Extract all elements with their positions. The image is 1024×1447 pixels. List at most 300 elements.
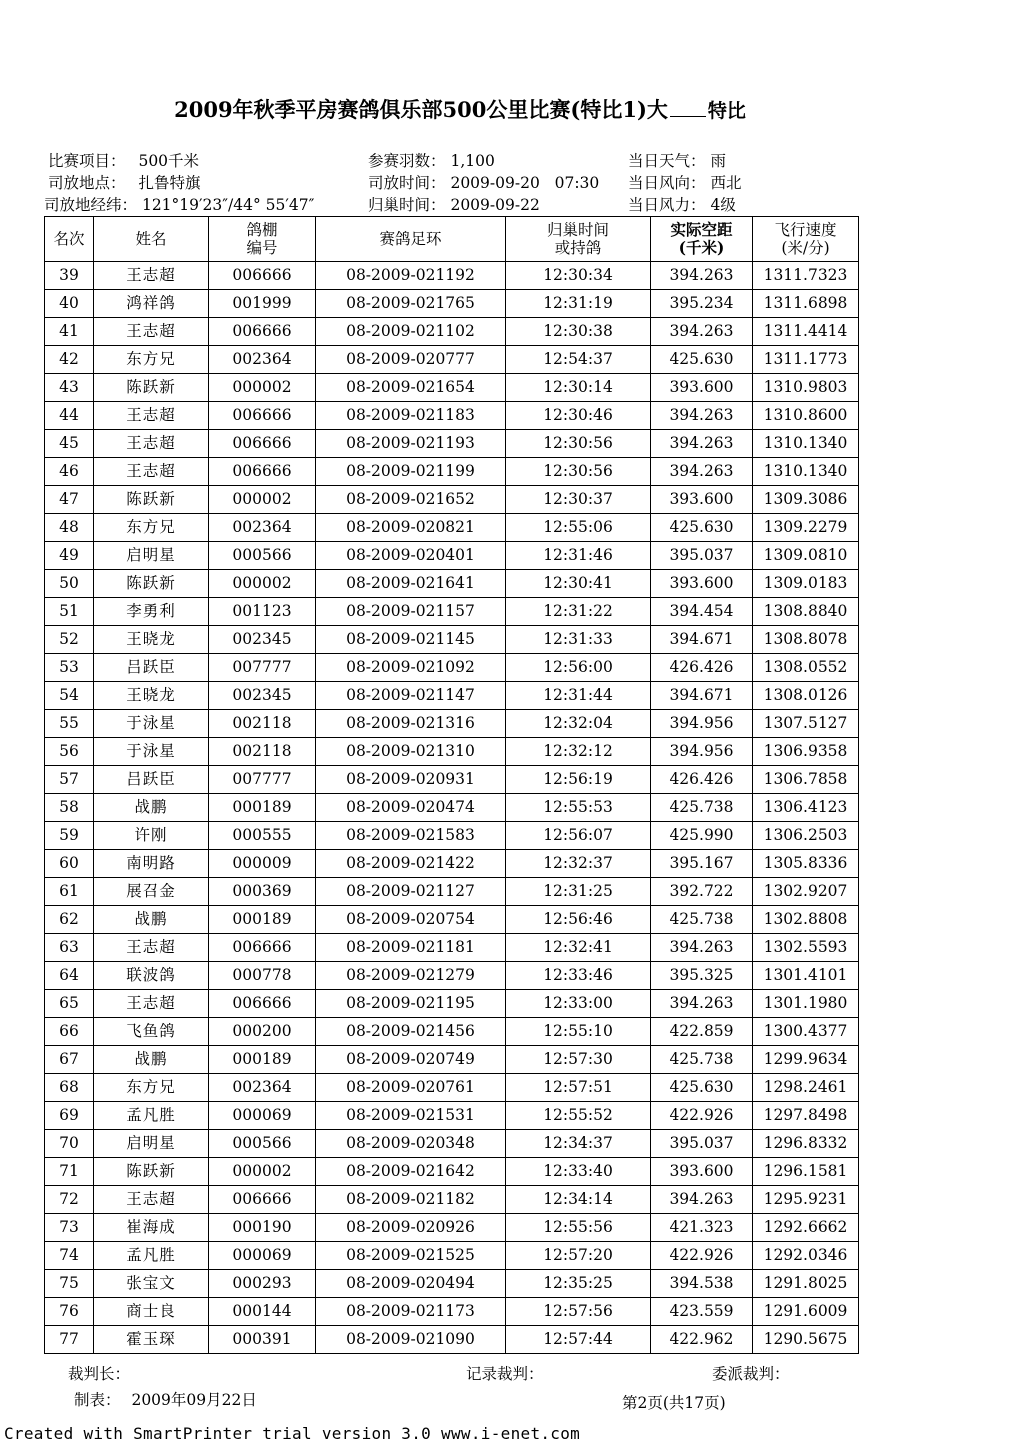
table-row [45, 346, 859, 374]
table-header-row [45, 217, 859, 262]
cell-loft: 000369 [209, 878, 316, 906]
cell-rank: 39 [45, 262, 94, 290]
cell-ring: 08-2009-021195 [316, 990, 506, 1018]
table-row [45, 738, 859, 766]
table-row [45, 794, 859, 822]
cell-ring: 08-2009-020821 [316, 514, 506, 542]
made-by-date: 2009年09月22日 [131, 1391, 257, 1409]
cell-speed: 1311.1773 [753, 346, 859, 374]
cell-name: 东方兄 [94, 346, 209, 374]
delegate-label: 委派裁判： [712, 1365, 790, 1383]
cell-speed: 1307.5127 [753, 710, 859, 738]
cell-rank: 55 [45, 710, 94, 738]
cell-ring: 08-2009-021199 [316, 458, 506, 486]
cell-ring: 08-2009-020931 [316, 766, 506, 794]
cell-time: 12:31:19 [506, 290, 651, 318]
cell-speed: 1296.1581 [753, 1158, 859, 1186]
cell-ring: 08-2009-021145 [316, 626, 506, 654]
cell-distance: 425.738 [651, 794, 753, 822]
cell-distance: 395.234 [651, 290, 753, 318]
cell-ring: 08-2009-021102 [316, 318, 506, 346]
cell-distance: 393.600 [651, 374, 753, 402]
cell-rank: 46 [45, 458, 94, 486]
cell-name: 联波鸽 [94, 962, 209, 990]
cell-name: 南明路 [94, 850, 209, 878]
cell-distance: 395.037 [651, 542, 753, 570]
cell-speed: 1298.2461 [753, 1074, 859, 1102]
cell-speed: 1297.8498 [753, 1102, 859, 1130]
cell-speed: 1308.0552 [753, 654, 859, 682]
cell-distance: 394.538 [651, 1270, 753, 1298]
table-row [45, 262, 859, 290]
header-loft: 鸽棚 编号 [209, 217, 316, 262]
cell-ring: 08-2009-021525 [316, 1242, 506, 1270]
cell-rank: 75 [45, 1270, 94, 1298]
cell-name: 陈跃新 [94, 570, 209, 598]
cell-time: 12:30:41 [506, 570, 651, 598]
cell-name: 东方兄 [94, 1074, 209, 1102]
table-row [45, 514, 859, 542]
cell-speed: 1306.4123 [753, 794, 859, 822]
cell-distance: 423.559 [651, 1298, 753, 1326]
cell-loft: 002364 [209, 346, 316, 374]
cell-time: 12:31:44 [506, 682, 651, 710]
cell-name: 孟凡胜 [94, 1102, 209, 1130]
cell-speed: 1311.6898 [753, 290, 859, 318]
table-row [45, 654, 859, 682]
cell-name: 王志超 [94, 430, 209, 458]
cell-name: 鸿祥鸽 [94, 290, 209, 318]
table-row [45, 1158, 859, 1186]
table-row [45, 626, 859, 654]
wind-direction-info [628, 171, 741, 193]
cell-speed: 1306.2503 [753, 822, 859, 850]
cell-name: 战鹏 [94, 1046, 209, 1074]
return-info [368, 193, 540, 215]
cell-speed: 1311.7323 [753, 262, 859, 290]
cell-ring: 08-2009-021654 [316, 374, 506, 402]
cell-loft: 001123 [209, 598, 316, 626]
cell-name: 战鹏 [94, 794, 209, 822]
cell-rank: 47 [45, 486, 94, 514]
place-info [48, 171, 200, 193]
cell-speed: 1309.0810 [753, 542, 859, 570]
cell-time: 12:32:41 [506, 934, 651, 962]
cell-ring: 08-2009-020754 [316, 906, 506, 934]
cell-rank: 72 [45, 1186, 94, 1214]
place-value: 扎鲁特旗 [138, 174, 201, 192]
cell-ring: 08-2009-021127 [316, 878, 506, 906]
cell-time: 12:30:56 [506, 430, 651, 458]
cell-time: 12:30:14 [506, 374, 651, 402]
cell-rank: 77 [45, 1326, 94, 1354]
cell-speed: 1305.8336 [753, 850, 859, 878]
cell-name: 王志超 [94, 934, 209, 962]
cell-speed: 1296.8332 [753, 1130, 859, 1158]
cell-ring: 08-2009-021641 [316, 570, 506, 598]
table-row [45, 1298, 859, 1326]
cell-ring: 08-2009-021531 [316, 1102, 506, 1130]
cell-ring: 08-2009-020749 [316, 1046, 506, 1074]
cell-speed: 1309.3086 [753, 486, 859, 514]
cell-time: 12:55:06 [506, 514, 651, 542]
cell-speed: 1291.6009 [753, 1298, 859, 1326]
cell-distance: 422.926 [651, 1242, 753, 1270]
table-row [45, 458, 859, 486]
cell-time: 12:55:53 [506, 794, 651, 822]
table-body [45, 262, 859, 1354]
cell-time: 12:57:30 [506, 1046, 651, 1074]
cell-ring: 08-2009-021765 [316, 290, 506, 318]
cell-distance: 422.962 [651, 1326, 753, 1354]
cell-time: 12:30:38 [506, 318, 651, 346]
table-row [45, 1130, 859, 1158]
made-by [74, 1388, 257, 1410]
coord-info [44, 193, 314, 215]
cell-distance: 426.426 [651, 654, 753, 682]
cell-name: 许刚 [94, 822, 209, 850]
cell-loft: 000069 [209, 1102, 316, 1130]
cell-name: 商士良 [94, 1298, 209, 1326]
cell-name: 崔海成 [94, 1214, 209, 1242]
table-row [45, 598, 859, 626]
cell-ring: 08-2009-020777 [316, 346, 506, 374]
weather-label: 当日天气： [628, 152, 706, 170]
cell-time: 12:56:46 [506, 906, 651, 934]
cell-name: 启明星 [94, 1130, 209, 1158]
cell-name: 王晓龙 [94, 682, 209, 710]
cell-rank: 50 [45, 570, 94, 598]
cell-time: 12:30:34 [506, 262, 651, 290]
cell-loft: 000002 [209, 1158, 316, 1186]
cell-name: 李勇利 [94, 598, 209, 626]
cell-rank: 51 [45, 598, 94, 626]
cell-name: 陈跃新 [94, 486, 209, 514]
cell-time: 12:30:56 [506, 458, 651, 486]
cell-rank: 42 [45, 346, 94, 374]
cell-rank: 69 [45, 1102, 94, 1130]
cell-name: 王晓龙 [94, 626, 209, 654]
table-row [45, 1018, 859, 1046]
cell-ring: 08-2009-021422 [316, 850, 506, 878]
table-row [45, 570, 859, 598]
cell-ring: 08-2009-021181 [316, 934, 506, 962]
cell-ring: 08-2009-020761 [316, 1074, 506, 1102]
table-row [45, 1074, 859, 1102]
watermark-text: Created with SmartPrinter trial version 3.0 www.i-enet.com [4, 1424, 581, 1443]
cell-time: 12:31:22 [506, 598, 651, 626]
cell-speed: 1302.5593 [753, 934, 859, 962]
cell-name: 王志超 [94, 318, 209, 346]
cell-rank: 67 [45, 1046, 94, 1074]
cell-name: 展召金 [94, 878, 209, 906]
cell-speed: 1308.8840 [753, 598, 859, 626]
cell-distance: 425.630 [651, 514, 753, 542]
cell-loft: 002345 [209, 682, 316, 710]
cell-rank: 44 [45, 402, 94, 430]
wind-force-label: 当日风力： [628, 196, 706, 214]
cell-distance: 394.263 [651, 430, 753, 458]
table-row [45, 934, 859, 962]
header-rank: 名次 [45, 217, 94, 262]
cell-time: 12:55:10 [506, 1018, 651, 1046]
return-label: 归巢时间： [368, 196, 446, 214]
report-title [0, 94, 920, 124]
release-label: 司放时间： [368, 174, 446, 192]
cell-distance: 393.600 [651, 1158, 753, 1186]
cell-name: 王志超 [94, 990, 209, 1018]
cell-name: 陈跃新 [94, 374, 209, 402]
cell-speed: 1306.7858 [753, 766, 859, 794]
cell-name: 霍玉琛 [94, 1326, 209, 1354]
table-row [45, 682, 859, 710]
cell-loft: 000002 [209, 374, 316, 402]
cell-name: 于泳星 [94, 738, 209, 766]
cell-loft: 000555 [209, 822, 316, 850]
cell-rank: 63 [45, 934, 94, 962]
cell-rank: 64 [45, 962, 94, 990]
event-label: 比赛项目： [48, 152, 126, 170]
cell-rank: 48 [45, 514, 94, 542]
cell-rank: 43 [45, 374, 94, 402]
cell-speed: 1295.9231 [753, 1186, 859, 1214]
cell-speed: 1310.1340 [753, 430, 859, 458]
cell-ring: 08-2009-021652 [316, 486, 506, 514]
results-table [44, 216, 859, 1354]
cell-loft: 002364 [209, 1074, 316, 1102]
cell-loft: 001999 [209, 290, 316, 318]
table-row [45, 1102, 859, 1130]
cell-rank: 40 [45, 290, 94, 318]
cell-speed: 1301.1980 [753, 990, 859, 1018]
cell-rank: 68 [45, 1074, 94, 1102]
cell-rank: 65 [45, 990, 94, 1018]
cell-distance: 394.263 [651, 262, 753, 290]
cell-ring: 08-2009-021193 [316, 430, 506, 458]
wind-direction-value: 西北 [710, 174, 742, 192]
table-row [45, 402, 859, 430]
cell-ring: 08-2009-021642 [316, 1158, 506, 1186]
cell-time: 12:57:56 [506, 1298, 651, 1326]
wind-force-info [628, 193, 736, 215]
cell-name: 王志超 [94, 402, 209, 430]
table-row [45, 1270, 859, 1298]
coord-value: 121°19′23″/44° 55′47″ [141, 196, 315, 214]
cell-distance: 394.263 [651, 1186, 753, 1214]
cell-loft: 002345 [209, 626, 316, 654]
table-row [45, 710, 859, 738]
cell-ring: 08-2009-020348 [316, 1130, 506, 1158]
cell-speed: 1299.9634 [753, 1046, 859, 1074]
cell-distance: 394.263 [651, 934, 753, 962]
cell-distance: 394.263 [651, 318, 753, 346]
return-value: 2009-09-22 [450, 196, 540, 214]
cell-time: 12:31:33 [506, 626, 651, 654]
event-value: 500千米 [138, 152, 200, 170]
cell-time: 12:32:04 [506, 710, 651, 738]
cell-time: 12:32:12 [506, 738, 651, 766]
cell-name: 吕跃臣 [94, 766, 209, 794]
table-row [45, 374, 859, 402]
cell-distance: 395.167 [651, 850, 753, 878]
cell-ring: 08-2009-021182 [316, 1186, 506, 1214]
cell-time: 12:57:20 [506, 1242, 651, 1270]
cell-name: 孟凡胜 [94, 1242, 209, 1270]
table-row [45, 1046, 859, 1074]
place-label: 司放地点： [48, 174, 126, 192]
cell-name: 东方兄 [94, 514, 209, 542]
cell-time: 12:33:40 [506, 1158, 651, 1186]
cell-distance: 393.600 [651, 486, 753, 514]
table-row [45, 430, 859, 458]
cell-speed: 1310.1340 [753, 458, 859, 486]
cell-speed: 1310.8600 [753, 402, 859, 430]
cell-distance: 394.956 [651, 738, 753, 766]
cell-time: 12:31:46 [506, 542, 651, 570]
cell-ring: 08-2009-021310 [316, 738, 506, 766]
title-main: 2009年秋季平房赛鸽俱乐部500公里比赛(特比1)大 [174, 97, 668, 122]
recorder-label: 记录裁判： [466, 1365, 544, 1383]
header-speed: 飞行速度 (米/分) [753, 217, 859, 262]
cell-distance: 394.671 [651, 682, 753, 710]
cell-loft: 006666 [209, 458, 316, 486]
cell-ring: 08-2009-020494 [316, 1270, 506, 1298]
table-row [45, 878, 859, 906]
cell-ring: 08-2009-021090 [316, 1326, 506, 1354]
cell-name: 启明星 [94, 542, 209, 570]
cell-speed: 1300.4377 [753, 1018, 859, 1046]
cell-distance: 422.926 [651, 1102, 753, 1130]
cell-loft: 000778 [209, 962, 316, 990]
cell-loft: 000002 [209, 570, 316, 598]
cell-distance: 425.738 [651, 1046, 753, 1074]
entries-label: 参赛羽数： [368, 152, 446, 170]
cell-time: 12:57:44 [506, 1326, 651, 1354]
header-name: 姓名 [94, 217, 209, 262]
event-info [48, 149, 199, 171]
cell-loft: 000069 [209, 1242, 316, 1270]
cell-rank: 58 [45, 794, 94, 822]
header-time: 归巢时间 或持鸽 [506, 217, 651, 262]
cell-ring: 08-2009-021173 [316, 1298, 506, 1326]
table-row [45, 318, 859, 346]
cell-ring: 08-2009-021279 [316, 962, 506, 990]
cell-speed: 1292.0346 [753, 1242, 859, 1270]
table-row [45, 766, 859, 794]
table-row [45, 822, 859, 850]
cell-distance: 394.454 [651, 598, 753, 626]
cell-loft: 006666 [209, 318, 316, 346]
cell-ring: 08-2009-020926 [316, 1214, 506, 1242]
cell-loft: 000009 [209, 850, 316, 878]
cell-rank: 54 [45, 682, 94, 710]
cell-rank: 57 [45, 766, 94, 794]
cell-rank: 66 [45, 1018, 94, 1046]
cell-ring: 08-2009-021583 [316, 822, 506, 850]
cell-speed: 1292.6662 [753, 1214, 859, 1242]
header-ring: 赛鸽足环 [316, 217, 506, 262]
cell-loft: 006666 [209, 430, 316, 458]
cell-loft: 000190 [209, 1214, 316, 1242]
weather-value: 雨 [710, 152, 726, 170]
cell-time: 12:33:00 [506, 990, 651, 1018]
table-row [45, 542, 859, 570]
cell-time: 12:55:52 [506, 1102, 651, 1130]
cell-name: 吕跃臣 [94, 654, 209, 682]
release-info [368, 171, 599, 193]
cell-distance: 421.323 [651, 1214, 753, 1242]
cell-speed: 1309.0183 [753, 570, 859, 598]
table-row [45, 486, 859, 514]
table-row [45, 990, 859, 1018]
cell-rank: 73 [45, 1214, 94, 1242]
cell-speed: 1290.5675 [753, 1326, 859, 1354]
table-row [45, 1186, 859, 1214]
cell-name: 战鹏 [94, 906, 209, 934]
cell-loft: 006666 [209, 934, 316, 962]
cell-time: 12:35:25 [506, 1270, 651, 1298]
entries-info [368, 149, 495, 171]
cell-rank: 76 [45, 1298, 94, 1326]
wind-direction-label: 当日风向： [628, 174, 706, 192]
entries-value: 1,100 [450, 152, 495, 170]
cell-loft: 006666 [209, 1186, 316, 1214]
cell-time: 12:57:51 [506, 1074, 651, 1102]
cell-loft: 000566 [209, 1130, 316, 1158]
table-row [45, 290, 859, 318]
cell-name: 陈跃新 [94, 1158, 209, 1186]
cell-distance: 394.671 [651, 626, 753, 654]
chief-judge-label: 裁判长： [68, 1365, 131, 1383]
cell-distance: 422.859 [651, 1018, 753, 1046]
wind-force-value: 4级 [710, 196, 736, 214]
cell-time: 12:32:37 [506, 850, 651, 878]
cell-time: 12:55:56 [506, 1214, 651, 1242]
cell-rank: 41 [45, 318, 94, 346]
cell-name: 王志超 [94, 458, 209, 486]
title-suffix: 特比 [707, 100, 746, 122]
table-row [45, 1326, 859, 1354]
cell-loft: 000391 [209, 1326, 316, 1354]
cell-distance: 395.325 [651, 962, 753, 990]
cell-ring: 08-2009-021092 [316, 654, 506, 682]
coord-label: 司放地经纬： [44, 196, 138, 214]
cell-rank: 61 [45, 878, 94, 906]
cell-loft: 006666 [209, 402, 316, 430]
title-blank-line [670, 98, 706, 117]
cell-loft: 007777 [209, 766, 316, 794]
cell-rank: 71 [45, 1158, 94, 1186]
cell-distance: 425.630 [651, 1074, 753, 1102]
cell-distance: 394.263 [651, 458, 753, 486]
cell-time: 12:56:19 [506, 766, 651, 794]
cell-loft: 006666 [209, 262, 316, 290]
made-by-label: 制表： [74, 1391, 121, 1409]
cell-loft: 002118 [209, 710, 316, 738]
cell-time: 12:54:37 [506, 346, 651, 374]
table-row [45, 1242, 859, 1270]
table-row [45, 1214, 859, 1242]
cell-name: 张宝文 [94, 1270, 209, 1298]
cell-time: 12:33:46 [506, 962, 651, 990]
cell-rank: 56 [45, 738, 94, 766]
cell-distance: 394.263 [651, 990, 753, 1018]
cell-loft: 000144 [209, 1298, 316, 1326]
cell-name: 飞鱼鸽 [94, 1018, 209, 1046]
cell-speed: 1308.0126 [753, 682, 859, 710]
cell-distance: 425.990 [651, 822, 753, 850]
cell-loft: 007777 [209, 654, 316, 682]
